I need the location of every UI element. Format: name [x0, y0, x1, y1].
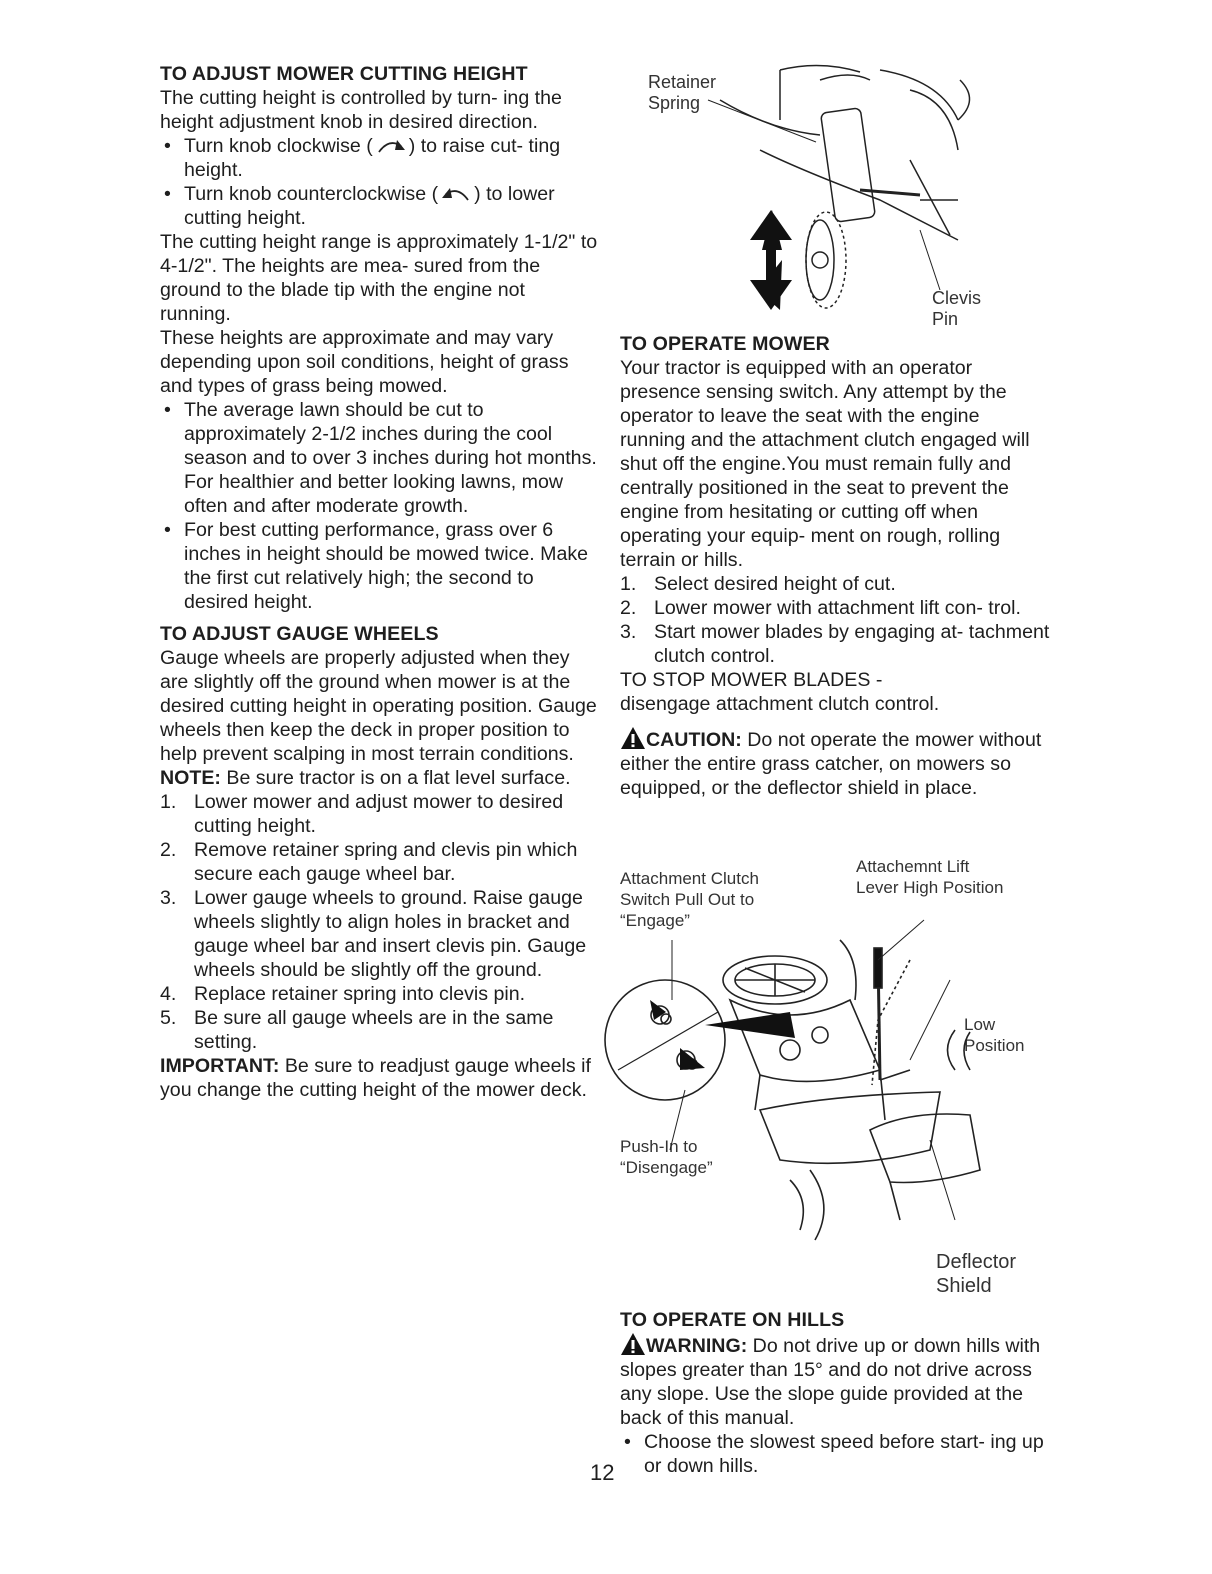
warning-triangle-icon	[620, 726, 646, 750]
heading-operate-on-hills: TO OPERATE ON HILLS	[620, 1309, 845, 1331]
note-text: Be sure tractor is on a flat level surface.	[220, 767, 571, 789]
step-number: 5.	[160, 1007, 177, 1029]
step-number: 4.	[160, 983, 177, 1005]
caution-label: CAUTION:	[646, 729, 742, 751]
step-number: 3.	[620, 621, 637, 643]
list-item	[160, 982, 600, 1006]
bullet-item	[160, 182, 600, 230]
list-item	[160, 838, 600, 886]
important-label: IMPORTANT:	[160, 1055, 280, 1077]
note-label: NOTE:	[160, 767, 221, 789]
list-item	[160, 790, 600, 838]
right-column-bottom	[620, 1308, 1050, 1478]
stop-text: disengage attachment clutch control.	[620, 693, 940, 715]
label-deflector-2: Shield	[936, 1275, 992, 1297]
list-item	[620, 620, 1050, 668]
heading-adjust-cutting-height: TO ADJUST MOWER CUTTING HEIGHT	[160, 63, 528, 85]
list-item	[620, 596, 1050, 620]
label-clutch-3: “Engage”	[620, 911, 690, 930]
step-number: 1.	[620, 573, 637, 595]
important-paragraph	[160, 1054, 600, 1102]
note-paragraph	[160, 766, 600, 790]
label-push-1: Push-In to	[620, 1137, 698, 1156]
paragraph: Your tractor is equipped with an operator presence sensing switch. Any attempt by the operator to leave the seat with the engine running and the attachment clutch engaged will shut off the engine.You must remain fully and centrally positioned in the seat to prevent the engine from hesitating or cutting off when operating your equip- ment on rough, rolling terrain or hills.	[620, 357, 1030, 571]
heading-adjust-gauge-wheels: TO ADJUST GAUGE WHEELS	[160, 623, 439, 645]
paragraph: These heights are approximate and may vary depending upon soil conditions, height of grass and types of grass being mowed.	[160, 327, 569, 397]
label-lift-1: Attachemnt Lift	[856, 857, 970, 876]
step-text: Start mower blades by engaging at- tachment clutch control.	[654, 621, 1050, 667]
step-number: 1.	[160, 791, 177, 813]
label-push-2: “Disengage”	[620, 1158, 713, 1177]
bullet-text: ) to lower cutting height.	[184, 183, 555, 229]
warning-text: Do not drive up or down hills with slopes greater than 15° and do not drive across any slope. Use the slope guide provided at the back of this manual.	[620, 1335, 1041, 1429]
label-clevis: Clevis	[932, 288, 982, 308]
bullet-item: • For best cutting performance, grass over 6 inches in height should be mowed twice. Make the first cut relatively high; the second to desired height.	[160, 518, 600, 614]
caution-paragraph	[620, 726, 1050, 800]
bullet-item	[160, 134, 600, 182]
warning-triangle-icon	[620, 1332, 646, 1356]
label-pin: Pin	[932, 309, 959, 329]
list-item	[160, 1006, 600, 1054]
bullet-item: • Choose the slowest speed before start- ing up or down hills.	[620, 1430, 1050, 1478]
step-text: Lower mower with attachment lift con- trol.	[654, 597, 1021, 619]
step-number: 2.	[160, 839, 177, 861]
label-spring: Spring	[648, 93, 701, 113]
caution-text: Do not operate the mower without either the entire grass catcher, on mowers so equipped, or the deflector shield in place.	[620, 729, 1042, 799]
bullet-text: Turn knob clockwise (	[184, 135, 373, 157]
paragraph: Gauge wheels are properly adjusted when they are slightly off the ground when mower is at the desired cutting height in operating position. Gauge wheels then keep the deck in proper position to help prevent scalping in most terrain conditions.	[160, 647, 597, 765]
clockwise-arrow-icon	[373, 136, 409, 156]
step-number: 2.	[620, 597, 637, 619]
step-text: Replace retainer spring into clevis pin.	[194, 983, 526, 1005]
step-text: Remove retainer spring and clevis pin which secure each gauge wheel bar.	[194, 839, 578, 885]
warning-label: WARNING:	[646, 1335, 748, 1357]
label-low-2: Position	[964, 1036, 1025, 1055]
label-low-1: Low	[964, 1015, 996, 1034]
step-text: Select desired height of cut.	[654, 573, 896, 595]
step-number: 3.	[160, 887, 177, 909]
step-text: Lower gauge wheels to ground. Raise gauge wheels slightly to align holes in bracket and gauge wheel bar and insert clevis pin. Gauge wheels should be slightly off the ground.	[194, 887, 587, 981]
label-deflector-1: Deflector	[936, 1251, 1017, 1273]
step-text: Lower mower and adjust mower to desired cutting height.	[194, 791, 564, 837]
label-lift-2: Lever High Position	[856, 878, 1004, 897]
stop-heading: TO STOP MOWER BLADES -	[620, 669, 883, 691]
tractor-controls-illustration	[610, 920, 1030, 1250]
warning-paragraph	[620, 1332, 1050, 1430]
heading-operate-mower: TO OPERATE MOWER	[620, 333, 830, 355]
counterclockwise-arrow-icon	[438, 184, 474, 204]
list-item	[620, 572, 1050, 596]
important-text: Be sure to readjust gauge wheels if you change the cutting height of the mower deck.	[160, 1055, 591, 1101]
bullet-text: Turn knob counterclockwise (	[184, 183, 439, 205]
bullet-item: • The average lawn should be cut to approximately 2-1/2 inches during the cool season and to over 3 inches during hot months. For healthier and better looking lawns, mow often and after moderate growth.	[160, 398, 600, 518]
paragraph: The cutting height is controlled by turn- ing the height adjustment knob in desired direction.	[160, 87, 562, 133]
label-clutch-1: Attachment Clutch	[620, 869, 759, 888]
step-text: Be sure all gauge wheels are in the same setting.	[194, 1007, 554, 1053]
bullet-text: ) to raise cut- ting height.	[184, 135, 561, 181]
label-clutch-2: Switch Pull Out to	[620, 890, 755, 909]
list-item	[160, 886, 600, 982]
paragraph: The cutting height range is approximately 1-1/2" to 4-1/2". The heights are mea- sured from the ground to the blade tip with the engine not running.	[160, 231, 598, 325]
left-column	[160, 62, 600, 1102]
page-number: 12	[590, 1460, 615, 1485]
right-column-top	[620, 332, 1050, 800]
label-retainer: Retainer	[648, 72, 717, 92]
